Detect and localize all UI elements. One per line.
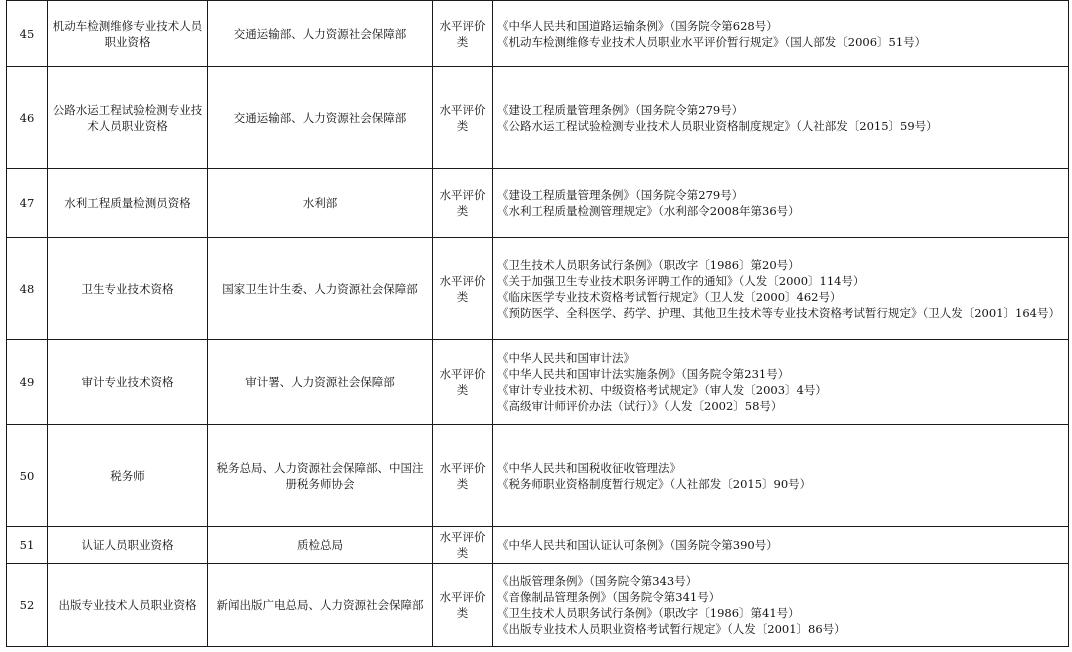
qualification-table	[6, 0, 1069, 647]
legal-basis-item: 《税务师职业资格制度暂行规定》（人社部发〔2015〕90号）	[497, 476, 812, 491]
row-number: 52	[7, 564, 48, 647]
qualification-name: 审计专业技术资格	[48, 340, 208, 425]
legal-basis-item: 《音像制品管理条例》（国务院令第341号）	[497, 590, 721, 604]
table-row	[7, 340, 1069, 425]
qualification-category: 水平评价类	[433, 169, 493, 238]
qualification-category: 水平评价类	[433, 340, 493, 425]
qualification-name: 公路水运工程试验检测专业技术人员职业资格	[48, 67, 208, 169]
table-row	[7, 238, 1069, 340]
legal-basis-item: 《中华人民共和国审计法》	[497, 351, 635, 365]
implementing-department: 国家卫生计生委、人力资源社会保障部	[208, 238, 433, 340]
row-number: 51	[7, 527, 48, 564]
qualification-name: 认证人员职业资格	[48, 527, 208, 564]
legal-basis-item: 《中华人民共和国税收征收管理法》	[497, 460, 681, 475]
legal-basis-item: 《中华人民共和国道路运输条例》（国务院令第628号）	[497, 18, 778, 33]
legal-basis	[493, 527, 1069, 564]
implementing-department: 质检总局	[208, 527, 433, 564]
table-row	[7, 169, 1069, 238]
qualification-category: 水平评价类	[433, 1, 493, 67]
qualification-category: 水平评价类	[433, 527, 493, 564]
legal-basis	[493, 169, 1069, 238]
legal-basis-item: 《卫生技术人员职务试行条例》（职改字〔1986〕第41号）	[497, 606, 800, 620]
legal-basis	[493, 340, 1069, 425]
legal-basis	[493, 564, 1069, 647]
legal-basis	[493, 67, 1069, 169]
implementing-department: 审计署、人力资源社会保障部	[208, 340, 433, 425]
row-number: 48	[7, 238, 48, 340]
legal-basis-item: 《预防医学、全科医学、药学、护理、其他卫生技术等专业技术资格考试暂行规定》（卫人发〔2001〕164号）	[497, 305, 1060, 320]
legal-basis-item: 《建设工程质量管理条例》（国务院令第279号）	[497, 102, 744, 117]
legal-basis	[493, 425, 1069, 527]
legal-basis-item: 《出版专业技术人员职业资格考试暂行规定》（人发〔2001〕86号）	[497, 622, 846, 636]
qualification-category: 水平评价类	[433, 564, 493, 647]
qualification-name: 出版专业技术人员职业资格	[48, 564, 208, 647]
legal-basis-item: 《机动车检测维修专业技术人员职业水平评价暂行规定》（国人部发〔2006〕51号）	[497, 34, 927, 49]
legal-basis-item: 《中华人民共和国认证认可条例》（国务院令第390号）	[497, 538, 778, 552]
qualification-category: 水平评价类	[433, 425, 493, 527]
legal-basis	[493, 238, 1069, 340]
row-number: 49	[7, 340, 48, 425]
qualification-category: 水平评价类	[433, 238, 493, 340]
legal-basis-item: 《水利工程质量检测管理规定》（水利部令2008年第36号）	[497, 204, 800, 218]
legal-basis-item: 《高级审计师评价办法（试行）》（人发〔2002〕58号）	[497, 399, 783, 413]
qualification-name: 税务师	[48, 425, 208, 527]
row-number: 46	[7, 67, 48, 169]
legal-basis-item: 《关于加强卫生专业技术职务评聘工作的通知》（人发〔2000〕114号）	[497, 273, 865, 288]
row-number: 47	[7, 169, 48, 238]
implementing-department: 水利部	[208, 169, 433, 238]
legal-basis-item: 《临床医学专业技术资格考试暂行规定》（卫人发〔2000〕462号）	[497, 289, 842, 304]
legal-basis	[493, 1, 1069, 67]
implementing-department: 交通运输部、人力资源社会保障部	[208, 67, 433, 169]
qualification-name: 机动车检测维修专业技术人员职业资格	[48, 1, 208, 67]
legal-basis-item: 《公路水运工程试验检测专业技术人员职业资格制度规定》（人社部发〔2015〕59号）	[497, 118, 938, 133]
legal-basis-item: 《出版管理条例》（国务院令第343号）	[497, 574, 698, 588]
qualification-name: 卫生专业技术资格	[48, 238, 208, 340]
table-row	[7, 425, 1069, 527]
qualification-name: 水利工程质量检测员资格	[48, 169, 208, 238]
row-number: 50	[7, 425, 48, 527]
legal-basis-item: 《卫生技术人员职务试行条例》（职改字〔1986〕第20号）	[497, 257, 800, 272]
table-row	[7, 564, 1069, 647]
legal-basis-item: 《审计专业技术初、中级资格考试规定》（审人发〔2003〕4号）	[497, 383, 827, 397]
row-number: 45	[7, 1, 48, 67]
table-row	[7, 1, 1069, 67]
implementing-department: 新闻出版广电总局、人力资源社会保障部	[208, 564, 433, 647]
legal-basis-item: 《中华人民共和国审计法实施条例》（国务院令第231号）	[497, 367, 790, 381]
qualification-category: 水平评价类	[433, 67, 493, 169]
table-row	[7, 527, 1069, 564]
legal-basis-item: 《建设工程质量管理条例》（国务院令第279号）	[497, 188, 744, 202]
implementing-department: 税务总局、人力资源社会保障部、中国注册税务师协会	[208, 425, 433, 527]
implementing-department: 交通运输部、人力资源社会保障部	[208, 1, 433, 67]
table-row	[7, 67, 1069, 169]
